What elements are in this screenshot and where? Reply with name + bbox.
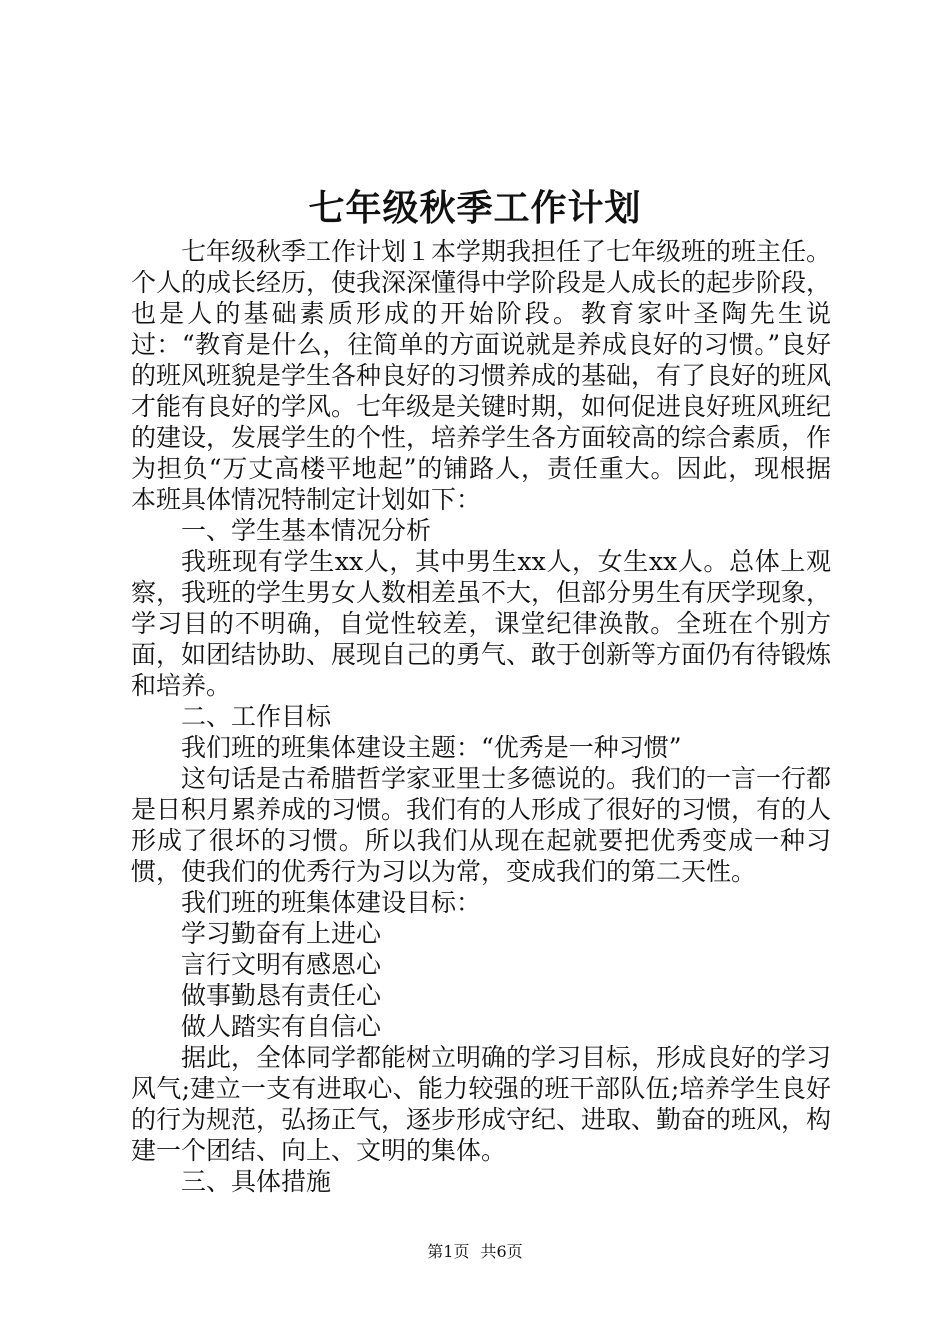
page-total: 共6页: [480, 1242, 523, 1261]
section-heading-2: 二、工作目标: [181, 702, 332, 731]
goal-item: 做人踏实有自信心: [181, 1012, 382, 1041]
paragraph-goals-heading: 我们班的班集体建设目标：: [181, 888, 482, 917]
goal-item: 言行文明有感恩心: [181, 950, 382, 979]
paragraph-student-analysis: 我班现有学生xx人，其中男生xx人，女生xx人。总体上观察，我班的学生男女人数相差虽不大，但部分男生有厌学现象，学习目的不明确，自觉性较差，课堂纪律涣散。全班在个别方面，如团结协助、展现自己的勇气、敢于创新等方面仍有待锻炼和培养。: [131, 547, 832, 700]
goal-item: 做事勤恳有责任心: [181, 981, 382, 1010]
page-footer: [0, 1242, 950, 1262]
section-heading-3: 三、具体措施: [181, 1167, 332, 1196]
document-title: 七年级秋季工作计划: [308, 187, 642, 229]
paragraph-theme: 我们班的班集体建设主题：“优秀是一种习惯”: [181, 733, 682, 762]
document-body: [131, 236, 831, 1197]
paragraph-intro: 七年级秋季工作计划１本学期我担任了七年级班的班主任。个人的成长经历，使我深深懂得中学阶段是人成长的起步阶段，也是人的基础素质形成的开始阶段。教育家叶圣陶先生说过：“教育是什么，往简单的方面说就是养成良好的习惯。”良好的班风班貌是学生各种良好的习惯养成的基础，有了良好的班风才能有良好的学风。七年级是关键时期，如何促进良好班风班纪的建设，发展学生的个性，培养学生各方面较高的综合素质，作为担负“万丈高楼平地起”的铺路人，责任重大。因此，现根据本班具体情况特制定计划如下：: [131, 237, 832, 514]
paragraph-summary: 据此，全体同学都能树立明确的学习目标，形成良好的学习风气;建立一支有进取心、能力较强的班干部队伍;培养学生良好的行为规范，弘扬正气，逐步形成守纪、进取、勤奋的班风，构建一个团结、向上、文明的集体。: [131, 1043, 832, 1165]
goal-item: 学习勤奋有上进心: [181, 919, 382, 948]
section-heading-1: 一、学生基本情况分析: [181, 516, 432, 545]
page-number: 第1页: [427, 1242, 470, 1261]
paragraph-theme-explanation: 这句话是古希腊哲学家亚里士多德说的。我们的一言一行都是日积月累养成的习惯。我们有的人形成了很好的习惯，有的人形成了很坏的习惯。所以我们从现在起就要把优秀变成一种习惯，使我们的优秀行为习以为常，变成我们的第二天性。: [131, 764, 832, 886]
